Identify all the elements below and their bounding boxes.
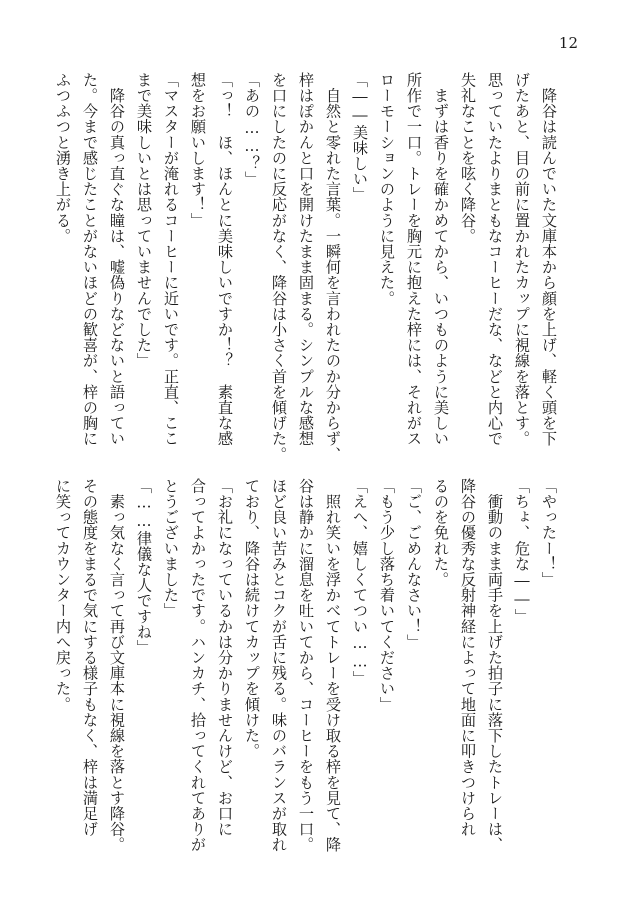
text-line: ローモーションのように見えた。 — [378, 72, 396, 306]
text-line: 降谷は読んでいた文庫本から顔を上げ、軽く頭を下 — [540, 72, 558, 447]
text-line: 「……律儀な人ですね」 — [135, 478, 153, 656]
text-line: まで美味しいとは思っていませんでした」 — [135, 72, 153, 369]
text-line: ており、降谷は続けてカップを傾けた。 — [243, 478, 261, 759]
text-line: 自然と零れた言葉。一瞬何を言われたのか分からず、 — [324, 72, 342, 462]
text-line: 失礼なことを呟く降谷。 — [459, 72, 477, 244]
text-line: げたあと、目の前に置かれたカップに視線を落とす。 — [513, 72, 531, 447]
text-line: 合ってよかったです。ハンカチ、拾ってくれてありが — [189, 478, 207, 853]
text-line: に笑ってカウンター内へ戻った。 — [54, 478, 72, 712]
text-line: 「っ！ ほ、ほんとに美味しいですか！？ 素直な感 — [216, 72, 234, 447]
text-line: 照れ笑いを浮かべてトレーを受け取る梓を見て、降 — [324, 478, 342, 853]
text-line: た。今まで感じたことがないほどの歓喜が、梓の胸に — [81, 72, 99, 447]
text-line: を口にしたのに反応がなく、降谷は小さく首を傾げた。 — [270, 72, 288, 462]
text-line: 想をお願いします！」 — [189, 72, 207, 228]
text-line: 「お礼になっているかは分かりませんけど、お口に — [216, 478, 234, 837]
text-block-top — [54, 72, 560, 462]
text-line: ほど良い苦みとコクが舌に残る。味のバランスが取れ — [270, 478, 288, 853]
text-line: 「あの……？」 — [243, 72, 261, 187]
text-line: 谷は静かに溜息を吐いてから、コーヒーをもう一口。 — [297, 478, 315, 853]
page-number: 12 — [558, 34, 578, 52]
text-line: 思っていたよりまともなコーヒーだな、などと内心で — [486, 72, 504, 447]
text-line: 所作で一口。トレーを胸元に抱えた梓には、それがス — [405, 72, 423, 447]
text-line: 素っ気なく言って再び文庫本に視線を落とす降谷。 — [108, 478, 126, 853]
text-line: 降谷の優秀な反射神経によって地面に叩きつけられ — [459, 478, 477, 837]
text-line: 「もう少し落ち着いてください」 — [378, 478, 396, 712]
text-line: 降谷の真っ直ぐな瞳は、嘘偽りなどないと語ってい — [108, 72, 126, 447]
text-line: 「ご、ごめんなさい！」 — [405, 478, 423, 650]
text-line: 「ちょ、危な――」 — [513, 478, 531, 624]
text-line: るのを免れた。 — [432, 478, 450, 588]
text-line: その態度をまるで気にする様子もなく、梓は満足げ — [81, 478, 99, 837]
text-line: 衝動のまま両手を上げた拍子に落下したトレーは、 — [486, 478, 504, 853]
text-line: 「――美味しい」 — [351, 72, 369, 203]
text-line: 梓はぽかんと口を開けたまま固まる。シンプルな感想 — [297, 72, 315, 447]
text-line: まずは香りを確かめてから、いつものように美しい — [432, 72, 450, 447]
text-block-bottom — [54, 478, 560, 853]
text-line: とうございました」 — [162, 478, 180, 619]
text-line: 「マスターが淹れるコーヒーに近いです。正直、ここ — [162, 72, 180, 447]
text-line: 「えへ、嬉しくてつい……」 — [351, 478, 369, 687]
text-line: ふつふつと湧き上がる。 — [54, 72, 72, 244]
text-line: 「やったー！」 — [540, 478, 558, 588]
